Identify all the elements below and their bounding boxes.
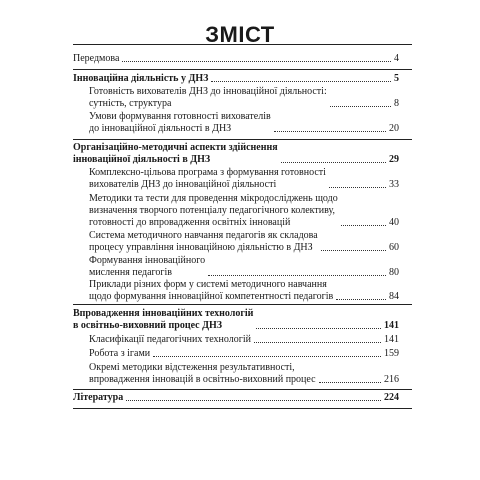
toc-subentry[interactable]: [89, 167, 399, 191]
toc-section-2[interactable]: [73, 142, 399, 166]
dot-leader: [336, 298, 386, 300]
toc-entry-title: Класифікації педагогічних технологій: [89, 334, 251, 345]
toc-subentry[interactable]: [89, 111, 399, 135]
toc-section-3[interactable]: [73, 308, 399, 332]
toc-entry-literature[interactable]: [73, 392, 399, 404]
toc-page-number: 4: [394, 53, 399, 64]
toc-entry-title: сутність, структура: [89, 98, 172, 109]
dot-leader: [319, 381, 381, 383]
toc-subentry[interactable]: [89, 86, 399, 110]
toc-subentry[interactable]: [89, 193, 399, 229]
dot-leader: [122, 60, 391, 62]
dot-leader: [281, 161, 386, 163]
toc-entry-title: процесу управління інноваційною діяльністю в ДНЗ: [89, 242, 313, 253]
toc-entry-title: Умови формування готовності вихователів: [89, 111, 271, 122]
toc-entry-title: Комплексно-цільова програма з формування готовності: [89, 167, 326, 178]
toc-page-number: 20: [389, 123, 399, 134]
divider: [73, 408, 412, 409]
dot-leader: [254, 341, 381, 343]
toc-entry-title: в освітньо-виховний процес ДНЗ: [73, 320, 223, 331]
toc-page-number: 141: [384, 320, 399, 331]
toc-subentry[interactable]: [89, 255, 399, 279]
divider: [73, 304, 412, 305]
toc-subentry[interactable]: [89, 230, 399, 254]
toc-entry-title: Готовність вихователів ДНЗ до інноваційної діяльності:: [89, 86, 327, 97]
toc-entry-title: мислення педагогів: [89, 267, 172, 278]
toc-page-number: 141: [384, 334, 399, 345]
toc-page-number: 216: [384, 374, 399, 385]
toc-entry-title: впровадження інновацій в освітньо-виховний процес: [89, 374, 316, 385]
dot-leader: [153, 355, 381, 357]
toc-subentry[interactable]: [89, 348, 399, 360]
toc-page-number: 60: [389, 242, 399, 253]
toc-page-number: 8: [394, 98, 399, 109]
toc-entry-title: Формування інноваційного: [89, 255, 206, 266]
toc-entry-preface[interactable]: [73, 53, 399, 65]
dot-leader: [256, 327, 381, 329]
divider: [73, 69, 412, 70]
toc-entry-title: Методики та тести для проведення мікродосліджень щодо: [89, 193, 338, 204]
page-title: ЗМІСТ: [205, 22, 275, 47]
toc-entry-title: Система методичного навчання педагогів як складова: [89, 230, 318, 241]
toc-page-number: 29: [389, 154, 399, 165]
toc-entry-title: до інноваційної діяльності в ДНЗ: [89, 123, 232, 134]
toc-entry-title: щодо формування інноваційної компетентності педагогів: [89, 291, 334, 302]
toc-page-number: 159: [384, 348, 399, 359]
divider: [73, 139, 412, 140]
toc-subentry[interactable]: [89, 362, 399, 386]
toc-subentry[interactable]: [89, 279, 399, 303]
toc-entry-title: Інноваційна діяльність у ДНЗ: [73, 73, 209, 84]
toc-subentry[interactable]: [89, 334, 399, 346]
dot-leader: [329, 186, 386, 188]
toc-page-number: 224: [384, 392, 399, 403]
toc-entry-title: Організаційно-методичні аспекти здійснення: [73, 142, 278, 153]
toc-page-number: 33: [389, 179, 399, 190]
toc-entry-title: Література: [73, 392, 124, 403]
toc-entry-title: Впровадження інноваційних технологій: [73, 308, 254, 319]
divider: [73, 44, 412, 45]
toc-entry-title: визначення творчого потенціалу педагогічного колективу,: [89, 205, 335, 216]
toc-entry-title: вихователів ДНЗ до інноваційної діяльності: [89, 179, 277, 190]
dot-leader: [321, 249, 386, 251]
dot-leader: [211, 80, 391, 82]
toc-entry-title: Робота з ігами: [89, 348, 151, 359]
toc-page-number: 40: [389, 217, 399, 228]
toc-page-number: 80: [389, 267, 399, 278]
dot-leader: [208, 274, 386, 276]
toc-entry-title: Окремі методики відстеження результативності,: [89, 362, 295, 373]
toc-entry-title: Передмова: [73, 53, 120, 64]
dot-leader: [341, 224, 386, 226]
toc-page-number: 5: [394, 73, 399, 84]
toc-section-1[interactable]: [73, 73, 399, 85]
toc-page-number: 84: [389, 291, 399, 302]
toc-entry-title: готовності до впровадження освітніх інновацій: [89, 217, 291, 228]
toc-entry-title: інноваційної діяльності в ДНЗ: [73, 154, 211, 165]
dot-leader: [274, 130, 386, 132]
divider: [73, 389, 412, 390]
dot-leader: [330, 105, 391, 107]
dot-leader: [126, 399, 381, 401]
toc-entry-title: Приклади різних форм у системі методичного навчання: [89, 279, 327, 290]
